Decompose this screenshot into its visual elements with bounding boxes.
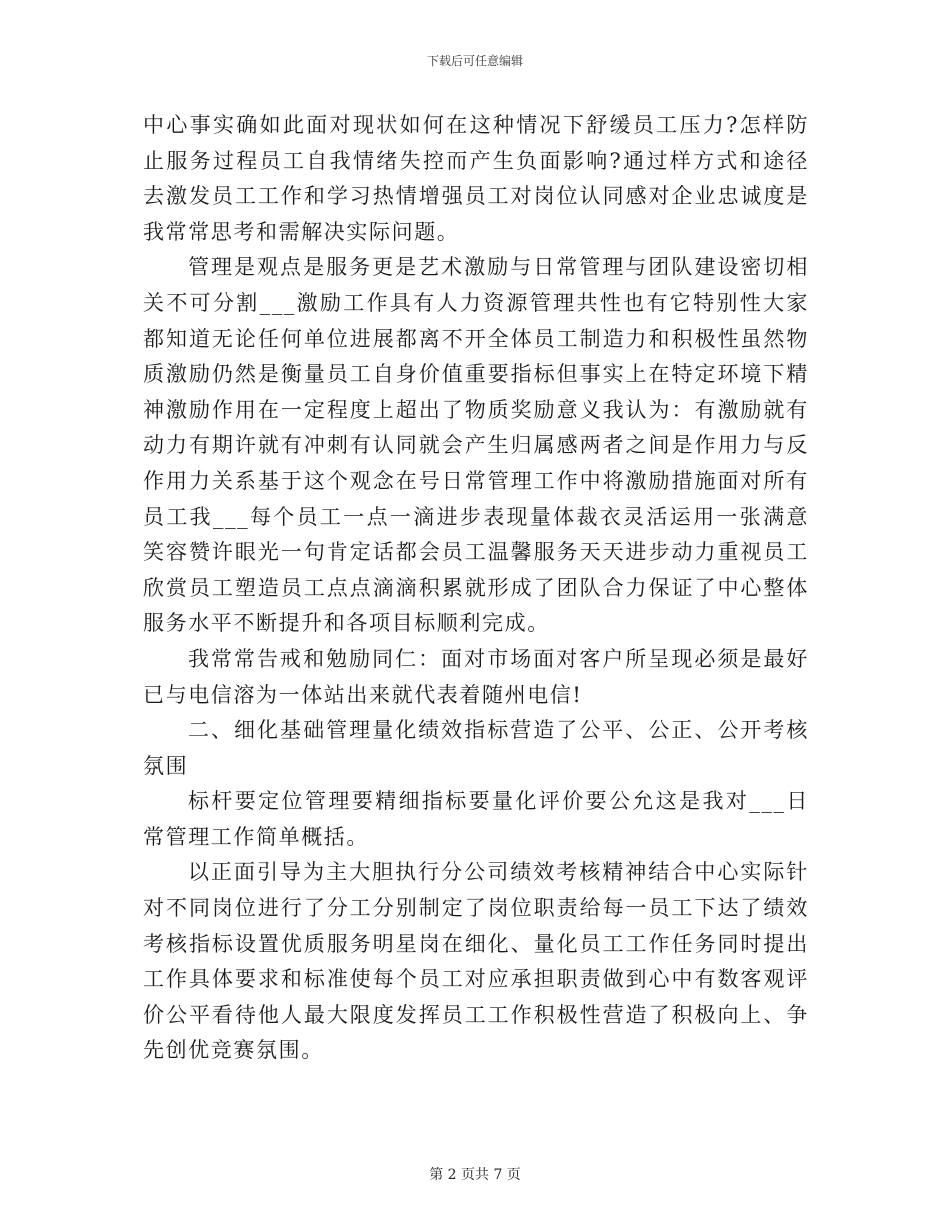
paragraph-guidance: 以正面引导为主大胆执行分公司绩效考核精神结合中心实际针对不同岗位进行了分工分别制定了岗位职责给每一员工下达了绩效考核指标设置优质服务明星岗在细化、量化员工工作任务同时提出工作具体要求和标准使每个员工对应承担职责做到心中有数客观评价公平看待他人最大限度发挥员工工作积极性营造了积极向上、争先创优竞赛氛围。 <box>143 860 809 1063</box>
page-number: 第 2 页共 7 页 <box>429 1167 521 1183</box>
paragraph-encouragement: 我常常告戒和勉励同仁：面对市场面对客户所呈现必须是最好已与电信溶为一体站出来就代表着随州电信! <box>143 646 809 707</box>
section-heading: 二、细化基础管理量化绩效指标营造了公平、公正、公开考核氛围 <box>143 718 809 778</box>
header-note: 下载后可任意编辑 <box>426 54 523 68</box>
paragraph-motivation: 管理是观点是服务更是艺术激励与日常管理与团队建设密切相关不可分割___激励工作具有人力资源管理共性也有它特别性大家都知道无论任何单位进展都离不开全体员工制造力和积极性虽然物质激励仍然是衡量员工自身价值重要指标但事实上在特定环境下精神激励作用在一定程度上超出了物质奖励意义我认为：有激励就有动力有期许就有冲刺有认同就会产生归属感两者之间是作用力与反作用力关系基于这个观念在号日常管理工作中将激励措施面对所有员工我___每个员工一点一滴进步表现量体裁衣灵活运用一张满意笑容赞许眼光一句肯定话都会员工温馨服务天天进步动力重视员工欣赏员工塑造员工点点滴滴积累就形成了团队合力保证了中心整体服务水平不断提升和各项目标顺利完成。 <box>143 255 809 636</box>
document-body <box>143 108 809 1069</box>
paragraph-continuation: 中心事实确如此面对现状如何在这种情况下舒缓员工压力?怎样防止服务过程员工自我情绪失控而产生负面影响?通过样方式和途径去激发员工工作和学习热情增强员工对岗位认同感对企业忠诚度是我常常思考和需解决实际问题。 <box>143 113 809 244</box>
paragraph-benchmark: 标杆要定位管理要精细指标要量化评价要公允这是我对___日常管理工作简单概括。 <box>143 789 809 849</box>
